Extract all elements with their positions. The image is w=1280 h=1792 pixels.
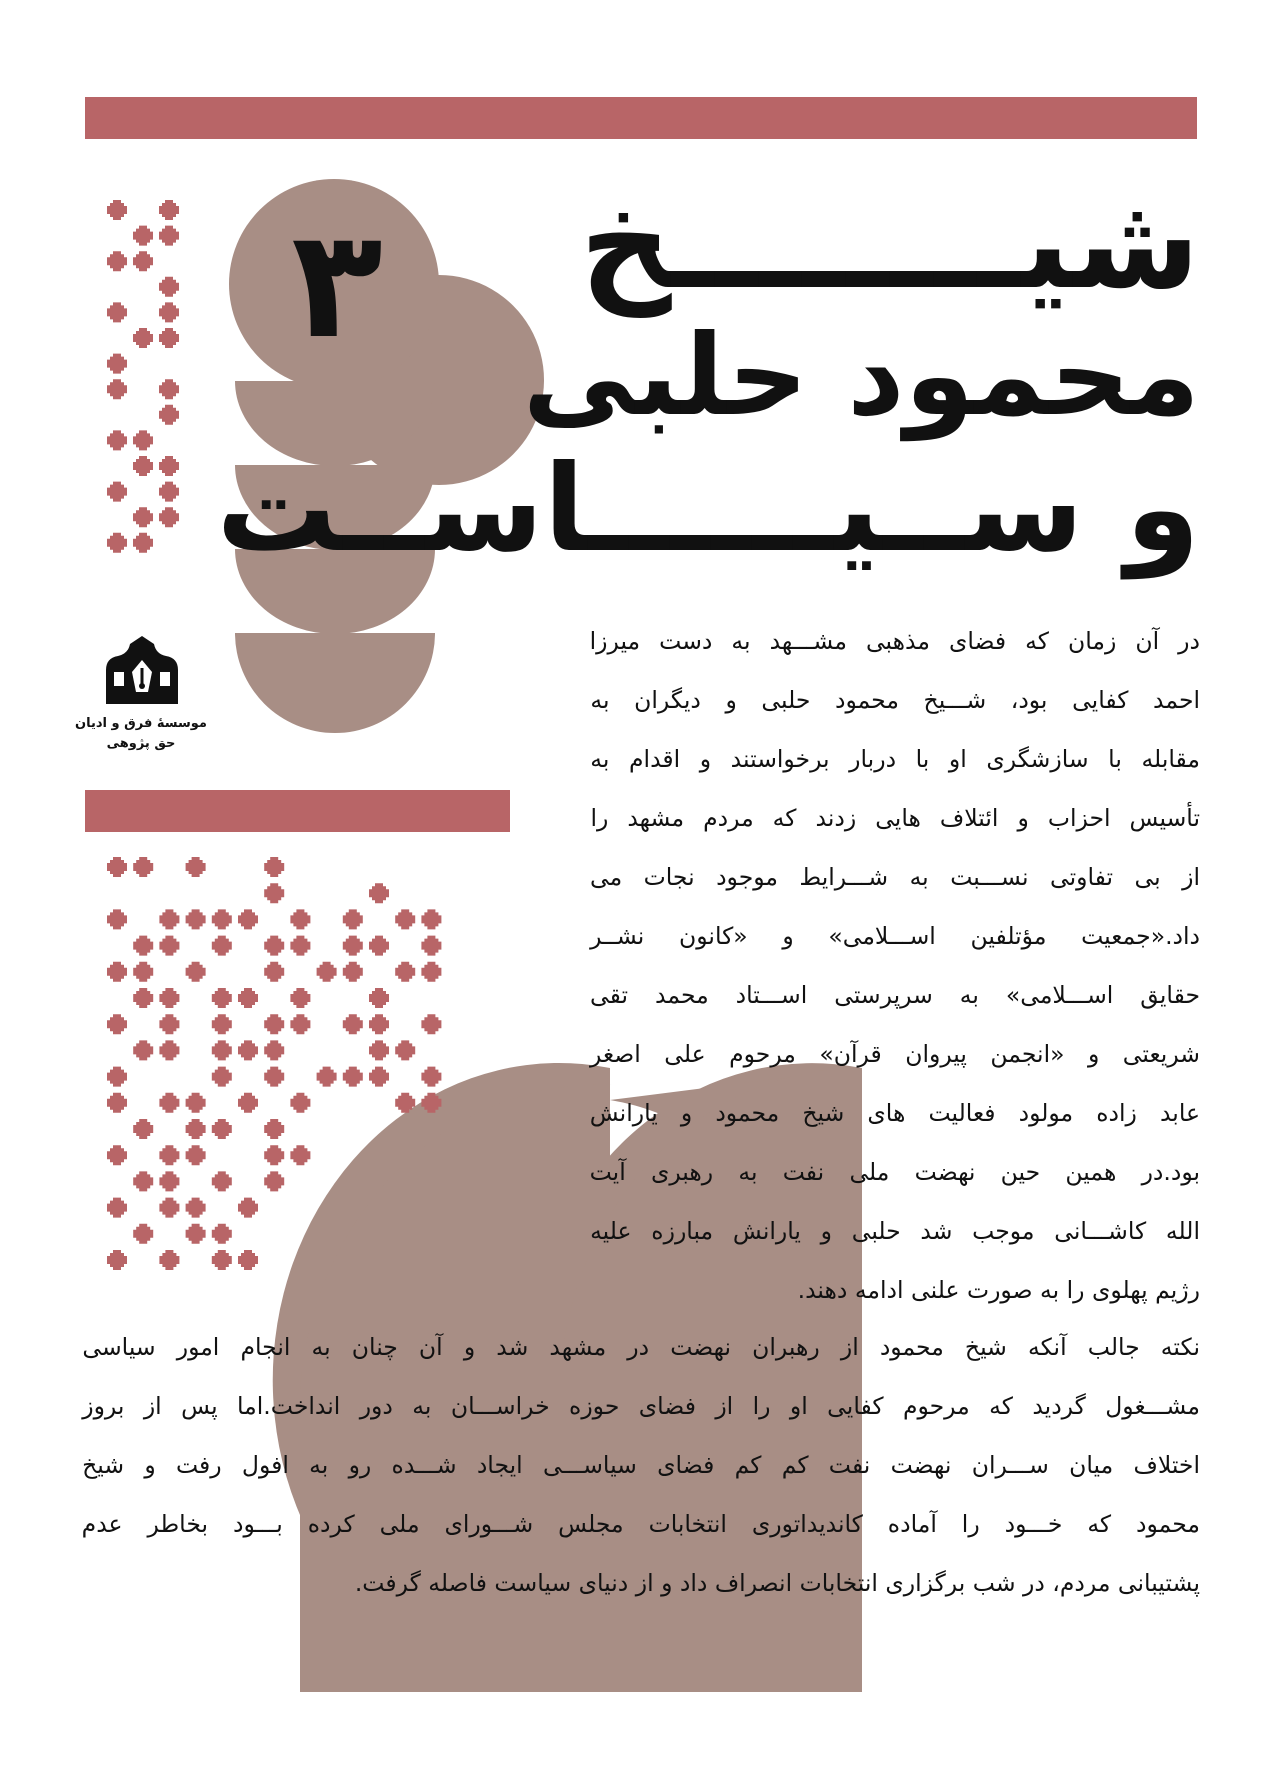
dot bbox=[159, 1198, 179, 1218]
dot bbox=[238, 1093, 258, 1113]
dot bbox=[107, 1014, 127, 1034]
dot bbox=[369, 883, 389, 903]
title-line-2: محمود حلبی bbox=[522, 311, 1200, 441]
dot bbox=[238, 1040, 258, 1060]
dot bbox=[133, 857, 153, 877]
dot bbox=[212, 1014, 232, 1034]
dot bbox=[290, 909, 310, 929]
logo-text-line-1: موسسهٔ فرق و ادیان bbox=[75, 716, 207, 731]
dot bbox=[107, 1250, 127, 1270]
dot bbox=[133, 533, 153, 553]
dot bbox=[159, 909, 179, 929]
dot bbox=[343, 1067, 363, 1087]
dot bbox=[133, 456, 153, 476]
dot bbox=[264, 1171, 284, 1191]
text-line: عابد زاده مولود فعالیت های شیخ محمود و یارانش bbox=[589, 1099, 1200, 1127]
dot bbox=[107, 379, 127, 399]
dot bbox=[369, 936, 389, 956]
dot bbox=[107, 302, 127, 322]
dot bbox=[369, 1014, 389, 1034]
title-line-1: شیــــــــخ bbox=[579, 169, 1200, 318]
dot bbox=[159, 1250, 179, 1270]
dot bbox=[186, 1145, 206, 1165]
dot bbox=[212, 1224, 232, 1244]
text-line: پشتیبانی مردم، در شب برگزاری انتخابات انصراف داد و از دنیای سیاست فاصله گرفت. bbox=[354, 1569, 1200, 1597]
dot bbox=[107, 1093, 127, 1113]
dot bbox=[159, 277, 179, 297]
text-line: در آن زمان که فضای مذهبی مشـــهد به دست میرزا bbox=[589, 627, 1200, 655]
dot bbox=[107, 857, 127, 877]
dot bbox=[343, 936, 363, 956]
dot bbox=[186, 1224, 206, 1244]
dot bbox=[186, 1093, 206, 1113]
dot bbox=[159, 507, 179, 527]
dot bbox=[107, 251, 127, 271]
dot bbox=[186, 857, 206, 877]
dot bbox=[395, 962, 415, 982]
title-line-3: و ســیــــــاســت bbox=[216, 440, 1200, 579]
dot bbox=[107, 1198, 127, 1218]
dot bbox=[238, 1198, 258, 1218]
dot bbox=[159, 328, 179, 348]
dot bbox=[343, 962, 363, 982]
dot bbox=[159, 226, 179, 246]
dot bbox=[212, 909, 232, 929]
dot bbox=[421, 962, 441, 982]
dot bbox=[186, 1198, 206, 1218]
dot bbox=[159, 456, 179, 476]
dot bbox=[290, 1014, 310, 1034]
dot bbox=[343, 1014, 363, 1034]
dot bbox=[133, 1040, 153, 1060]
dot bbox=[133, 988, 153, 1008]
dot bbox=[264, 857, 284, 877]
dot bbox=[159, 1093, 179, 1113]
dot bbox=[317, 962, 337, 982]
dot bbox=[133, 1171, 153, 1191]
dot bbox=[133, 962, 153, 982]
dot bbox=[107, 430, 127, 450]
dot bbox=[133, 1224, 153, 1244]
dot bbox=[107, 533, 127, 553]
dot bbox=[238, 909, 258, 929]
dot bbox=[212, 1171, 232, 1191]
dot bbox=[264, 962, 284, 982]
dot bbox=[212, 936, 232, 956]
text-line: اختلاف میان ســـران نهضت نفت کم کم فضای سیاســـی ایجاد شـــده رو به افول رفت و شیخ bbox=[82, 1451, 1200, 1479]
dot bbox=[159, 200, 179, 220]
text-line: احمد کفایی بود، شـــیخ محمود حلبی و دیگران به bbox=[590, 686, 1200, 714]
dot bbox=[369, 1067, 389, 1087]
logo-text-line-2: حق پژوهی bbox=[106, 736, 176, 751]
dot bbox=[264, 1014, 284, 1034]
dot bbox=[264, 883, 284, 903]
text-line: حقایق اســـلامی» به سرپرستی اســـتاد محمد تقی bbox=[590, 981, 1200, 1009]
dot bbox=[133, 251, 153, 271]
dot bbox=[421, 1014, 441, 1034]
dot bbox=[290, 936, 310, 956]
dot bbox=[159, 379, 179, 399]
dot bbox=[107, 482, 127, 502]
text-line: الله کاشـــانی موجب شد حلبی و یارانش مبارزه علیه bbox=[590, 1217, 1200, 1245]
dot bbox=[107, 962, 127, 982]
dot bbox=[317, 1067, 337, 1087]
dot bbox=[369, 1040, 389, 1060]
dot bbox=[107, 909, 127, 929]
dot bbox=[133, 226, 153, 246]
dot bbox=[421, 1093, 441, 1113]
text-line: از بی تفاوتی نســـبت به شـــرایط موجود نجات می bbox=[589, 863, 1200, 891]
dot bbox=[159, 405, 179, 425]
dot bbox=[264, 1119, 284, 1139]
text-line: رژیم پهلوی را به صورت علنی ادامه دهند. bbox=[797, 1276, 1200, 1304]
dot bbox=[133, 1119, 153, 1139]
dot bbox=[212, 1119, 232, 1139]
dot bbox=[290, 1145, 310, 1165]
issue-number: ۳ bbox=[291, 198, 383, 372]
dot bbox=[343, 909, 363, 929]
dot bbox=[133, 507, 153, 527]
dot bbox=[159, 936, 179, 956]
dot bbox=[107, 354, 127, 374]
body-paragraph-1 bbox=[590, 612, 1200, 1320]
text-line: محمود که خـــود را آماده کاندیداتوری انتخابات مجلس شـــورای ملی کرده بـــود بخاطر عدم bbox=[81, 1510, 1200, 1538]
dot bbox=[212, 988, 232, 1008]
dot bbox=[186, 909, 206, 929]
dot bbox=[421, 936, 441, 956]
text-line: شریعتی و «انجمن پیروان قرآن» مرحوم علی اصغر bbox=[590, 1040, 1200, 1068]
dot bbox=[107, 200, 127, 220]
dot bbox=[133, 430, 153, 450]
dot bbox=[395, 1040, 415, 1060]
dot bbox=[395, 909, 415, 929]
dot bbox=[107, 1145, 127, 1165]
text-line: داد.«جمعیت مؤتلفین اســـلامی» و «کانون نشــر bbox=[590, 922, 1200, 950]
dot bbox=[159, 1171, 179, 1191]
dot bbox=[159, 1014, 179, 1034]
dot bbox=[159, 1145, 179, 1165]
dot bbox=[238, 1250, 258, 1270]
text-line: تأسیس احزاب و ائتلاف هایی زدند که مردم مشهد را bbox=[590, 804, 1200, 832]
dot bbox=[264, 1067, 284, 1087]
dot bbox=[133, 328, 153, 348]
dot bbox=[421, 909, 441, 929]
dot bbox=[133, 936, 153, 956]
text-line: بود.در همین حین نهضت ملی نفت به رهبری آیت bbox=[589, 1158, 1200, 1186]
dot bbox=[395, 1093, 415, 1113]
text-line: مشـــغول گردید که مرحوم کفایی او را از فضای حوزه خراســـان به دور انداخت.اما پس از بروز bbox=[82, 1392, 1200, 1420]
dot bbox=[421, 1067, 441, 1087]
dot bbox=[159, 988, 179, 1008]
body-paragraph-2 bbox=[82, 1318, 1200, 1613]
dot bbox=[159, 302, 179, 322]
dot bbox=[264, 1040, 284, 1060]
dot bbox=[159, 1040, 179, 1060]
dot bbox=[238, 988, 258, 1008]
text-line: مقابله با سازشگری او با دربار برخواستند و اقدام به bbox=[590, 745, 1200, 773]
dot bbox=[107, 1067, 127, 1087]
dot bbox=[264, 1145, 284, 1165]
dot bbox=[369, 988, 389, 1008]
dot bbox=[290, 988, 310, 1008]
dot bbox=[186, 962, 206, 982]
dot bbox=[212, 1067, 232, 1087]
dot bbox=[159, 482, 179, 502]
dot bbox=[212, 1040, 232, 1060]
text-line: نکته جالب آنکه شیخ محمود از رهبران نهضت در مشهد شد و آن چنان به انجام امور سیاسی bbox=[82, 1333, 1200, 1361]
dot bbox=[212, 1250, 232, 1270]
dot bbox=[186, 1119, 206, 1139]
dot bbox=[264, 936, 284, 956]
dot bbox=[290, 1093, 310, 1113]
